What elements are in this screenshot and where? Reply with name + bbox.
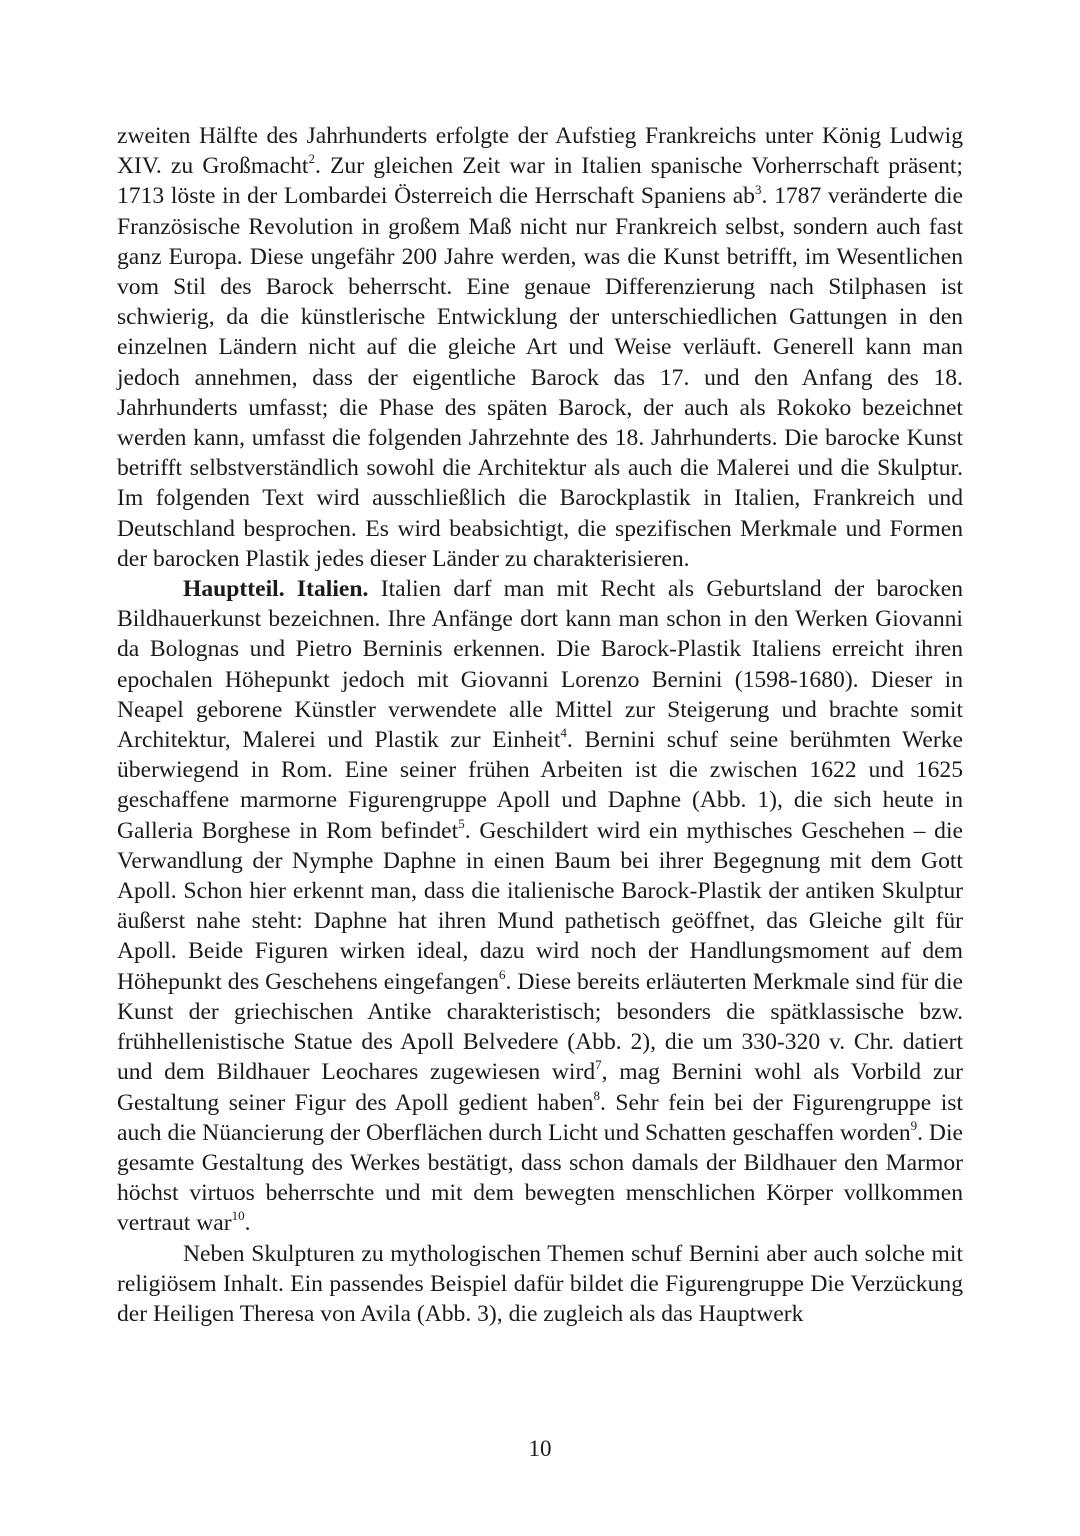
paragraph-text: Italien darf man mit Recht als Geburtsland der barocken Bildhauerkunst bezeichnen. Ihre Anfänge dort kann man schon in den Werken Giovanni da Bolognas und Pietro Berninis erkennen. Die Barock-Plastik Italiens erreicht ihren epochalen Höhepunkt jedoch mit Giovanni Lorenzo Bernini (1598-1680). Dieser in Neapel geborene Künstler verwendete alle Mittel zur Steigerung und brachte somit Architektur, Malerei und Plastik zur Einheit bbox=[117, 576, 963, 754]
paragraph-text: . Die gesamte Gestaltung des Werkes bestätigt, dass schon damals der Bildhauer den Marmor höchst virtuos beherrschte und mit dem bewegten menschlichen Körper vollkommen vertraut war bbox=[117, 1119, 963, 1237]
paragraph-intro bbox=[117, 121, 963, 574]
footnote-ref: 2 bbox=[308, 151, 315, 167]
paragraph-italien bbox=[117, 574, 963, 1238]
page-number: 10 bbox=[528, 1436, 552, 1461]
paragraph-text: . bbox=[244, 1210, 251, 1237]
paragraph-religious bbox=[117, 1239, 963, 1330]
footnote-ref: 3 bbox=[754, 181, 762, 197]
paragraph-text: . Diese bereits erläuterten Merkmale sind für die Kunst der griechischen Antike charakteristisch; besonders die spätklassische bzw. frühhellenistische Statue des Apoll Belvedere (Abb. 2), die um 330-320 v. Chr. datiert und dem Bildhauer Leochares zugewiesen wird bbox=[117, 968, 964, 1086]
section-heading: Hauptteil. Italien. bbox=[183, 576, 369, 603]
footnote-ref: 7 bbox=[595, 1057, 602, 1073]
footnote-ref: 9 bbox=[910, 1117, 918, 1133]
document-body bbox=[117, 121, 963, 1329]
footnote-ref: 4 bbox=[560, 725, 567, 741]
paragraph-text: . Bernini schuf seine berühmten Werke überwiegend in Rom. Eine seiner frühen Arbeiten ist die zwischen 1622 und 1625 geschaffene marmorne Figurengruppe Apoll und Daphne (Abb. 1), die sich heute in Galleria Borghese in Rom befindet bbox=[117, 727, 963, 844]
footnote-ref: 5 bbox=[458, 815, 465, 831]
footnote-ref: 6 bbox=[499, 966, 506, 982]
paragraph-text: Neben Skulpturen zu mythologischen Themen schuf Bernini aber auch solche mit religiösem Inhalt. Ein passendes Beispiel dafür bildet die Figurengruppe Die Verzückung der Heiligen Theresa von Avila (Abb. 3), die zugleich als das Hauptwerk bbox=[117, 1240, 963, 1327]
footnote-ref: 8 bbox=[593, 1087, 600, 1103]
paragraph-text: , mag Bernini wohl als Vorbild zur Gestaltung seiner Figur des Apoll gedient haben bbox=[117, 1059, 963, 1116]
paragraph-text: . 1787 veränderte die Französische Revolution in großem Maß nicht nur Frankreich selbst, sondern auch fast ganz Europa. Diese ungefähr 200 Jahre werden, was die Kunst betrifft, im Wesentlichen vom Stil des Barock beherrscht. Eine genaue Differenzierung nach Stilphasen ist schwierig, da die künstlerische Entwicklung der unterschiedlichen Gattungen in den einzelnen Ländern nicht auf die gleiche Art und Weise verläuft. Generell kann man jedoch annehmen, dass der eigentliche Barock das 17. und den Anfang des 18. Jahrhunderts umfasst; die Phase des späten Barock, der auch als Rokoko bezeichnet werden kann, umfasst die folgenden Jahrzehnte des 18. Jahrhunderts. Die barocke Kunst betrifft selbstverständlich sowohl die Architektur als auch die Malerei und die Skulptur. Im folgenden Text wird ausschließlich die Barockplastik in Italien, Frankreich und Deutschland besprochen. Es wird beabsichtigt, die spezifischen Merkmale und Formen der barocken Plastik jedes dieser Länder zu charakterisieren. bbox=[117, 183, 963, 572]
footnote-ref: 10 bbox=[231, 1208, 245, 1224]
paragraph-text: . Zur gleichen Zeit war in Italien spanische Vorherrschaft präsent; 1713 löste in der Lombardei Österreich die Herrschaft Spaniens ab bbox=[117, 153, 963, 210]
paragraph-text: zweiten Hälfte des Jahrhunderts erfolgte der Aufstieg Frankreichs unter König Ludwig XIV. zu Großmacht bbox=[117, 123, 963, 180]
paragraph-text: . Geschildert wird ein mythisches Geschehen – die Verwandlung der Nymphe Daphne in einen Baum bei ihrer Begegnung mit dem Gott Apoll. Schon hier erkennt man, dass die italienische Barock-Plastik der antiken Skulptur äußerst nahe steht: Daphne hat ihren Mund pathetisch geöffnet, das Gleiche gilt für Apoll. Beide Figuren wirken ideal, dazu wird noch der Handlungsmoment auf dem Höhepunkt des Geschehens eingefangen bbox=[117, 817, 963, 995]
paragraph-text: . Sehr fein bei der Figurengruppe ist auch die Nüancierung der Oberflächen durch Licht und Schatten geschaffen worden bbox=[117, 1089, 963, 1146]
